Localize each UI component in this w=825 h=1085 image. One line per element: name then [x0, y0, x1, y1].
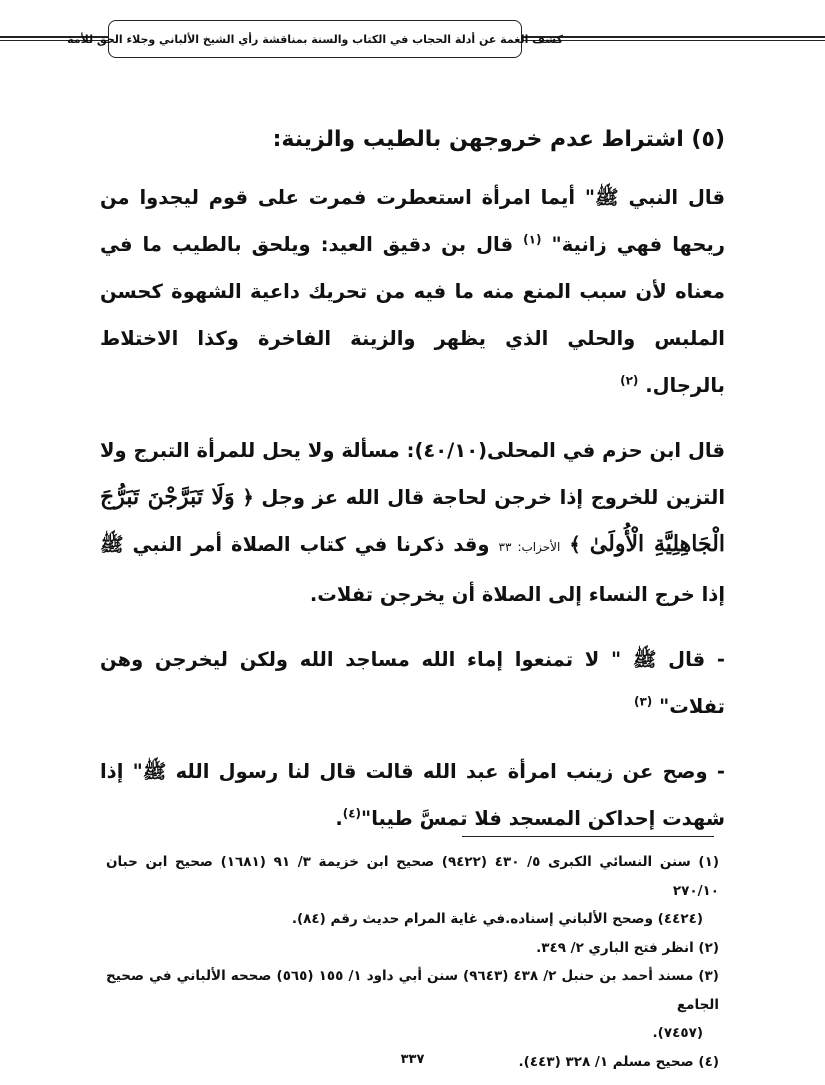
footnote-line: (٢) انظر فتح الباري ٢/ ٣٤٩.: [536, 939, 719, 956]
quran-bracket-close: ﴾: [569, 533, 581, 556]
section-heading: (٥) اشتراط عدم خروجهن بالطيب والزينة:: [272, 127, 725, 152]
footnote-1: [106, 848, 719, 934]
paragraph-text: قال ابن حزم في المحلى(٤٠/١٠): مسألة ولا يحل للمرأة التبرج ولا التزين للخروج إذا خرجن لحاجة قال الله عز وجل: [100, 439, 726, 509]
running-header-title: كشف الغمة عن أدلة الحجاب في الكتاب والسنة بمناقشة رأي الشيخ الألباني وجلاء الحق للأمة: [67, 32, 563, 46]
paragraph-perfume-hadith: [100, 174, 725, 409]
quran-bracket-open: ﴿: [242, 486, 254, 509]
footnote-line: (٤) صحيح مسلم ١/ ٣٢٨ (٤٤٣).: [518, 1053, 719, 1070]
paragraph-ibn-hazm: [100, 427, 725, 618]
paragraph-zaynab-hadith: [100, 748, 725, 842]
footnote-line: (٣) مسند أحمد بن حنبل ٢/ ٤٣٨ (٩٦٤٣) سنن أبي داود ١/ ١٥٥ (٥٦٥) صححه الألباني في صحيح الجامع: [106, 968, 719, 1013]
surah-reference: الأحزاب: ٣٣: [498, 540, 561, 554]
footnote-line: (٤٤٢٤) وصحح الألباني إسناده.في غاية المرام حديث رقم (٨٤).: [291, 911, 703, 927]
header-rule-right: [520, 36, 825, 41]
footnote-2: [106, 934, 719, 963]
paragraph-text: قال بن دقيق العيد: ويلحق بالطيب ما في معناه لأن سبب المنع منه ما فيه من تحريك داعية الشهوة كحسن الملبس والحلي الذي يظهر والزينة الفاخرة وكذا الاختلاط بالرجال.: [100, 233, 725, 397]
paragraph-text: - وصح عن زينب امرأة عبد الله قالت قال لنا رسول الله ﷺ" إذا شهدت إحداكن المسجد فلا تمسَّ طيبا": [100, 760, 725, 830]
footnote-line: (١) سنن النسائي الكبرى ٥/ ٤٣٠ (٩٤٢٢) صحيح ابن خزيمة ٣/ ٩١ (١٦٨١) صحيح ابن حبان ٢٧٠/١٠: [106, 854, 719, 899]
page-body: [100, 116, 725, 860]
paragraph-text: .: [335, 807, 343, 830]
footnote-3: [106, 962, 719, 1048]
paragraph-text: - قال ﷺ " لا تمنعوا إماء الله مساجد الله ولكن ليخرجن وهن تفلات": [100, 648, 725, 718]
paragraph-text: وقد ذكرنا في كتاب الصلاة أمر النبي ﷺ إذا خرج النساء إلى الصلاة أن يخرجن تفلات.: [100, 533, 725, 606]
footnote-ref-4[interactable]: (٤): [342, 806, 362, 821]
running-header: [67, 20, 563, 58]
footnote-ref-2[interactable]: (٢): [620, 373, 639, 388]
quran-verse: وَلَا تَبَرَّجْنَ تَبَرُّجَ الْجَاهِلِيَّةِ الْأُولَىٰ: [100, 484, 725, 557]
footnote-ref-3[interactable]: (٣): [633, 694, 653, 709]
footnote-separator: [462, 836, 714, 837]
page-number: ٣٣٧: [400, 1052, 425, 1067]
footnote-line: (٧٤٥٧).: [652, 1025, 703, 1041]
footnote-ref-1[interactable]: (١): [523, 232, 542, 247]
paragraph-text: قال النبي ﷺ" أيما امرأة استعطرت فمرت على قوم ليجدوا من ريحها فهي زانية": [100, 186, 725, 256]
footnotes: [106, 848, 719, 1076]
paragraph-mosque-hadith: [100, 636, 725, 730]
